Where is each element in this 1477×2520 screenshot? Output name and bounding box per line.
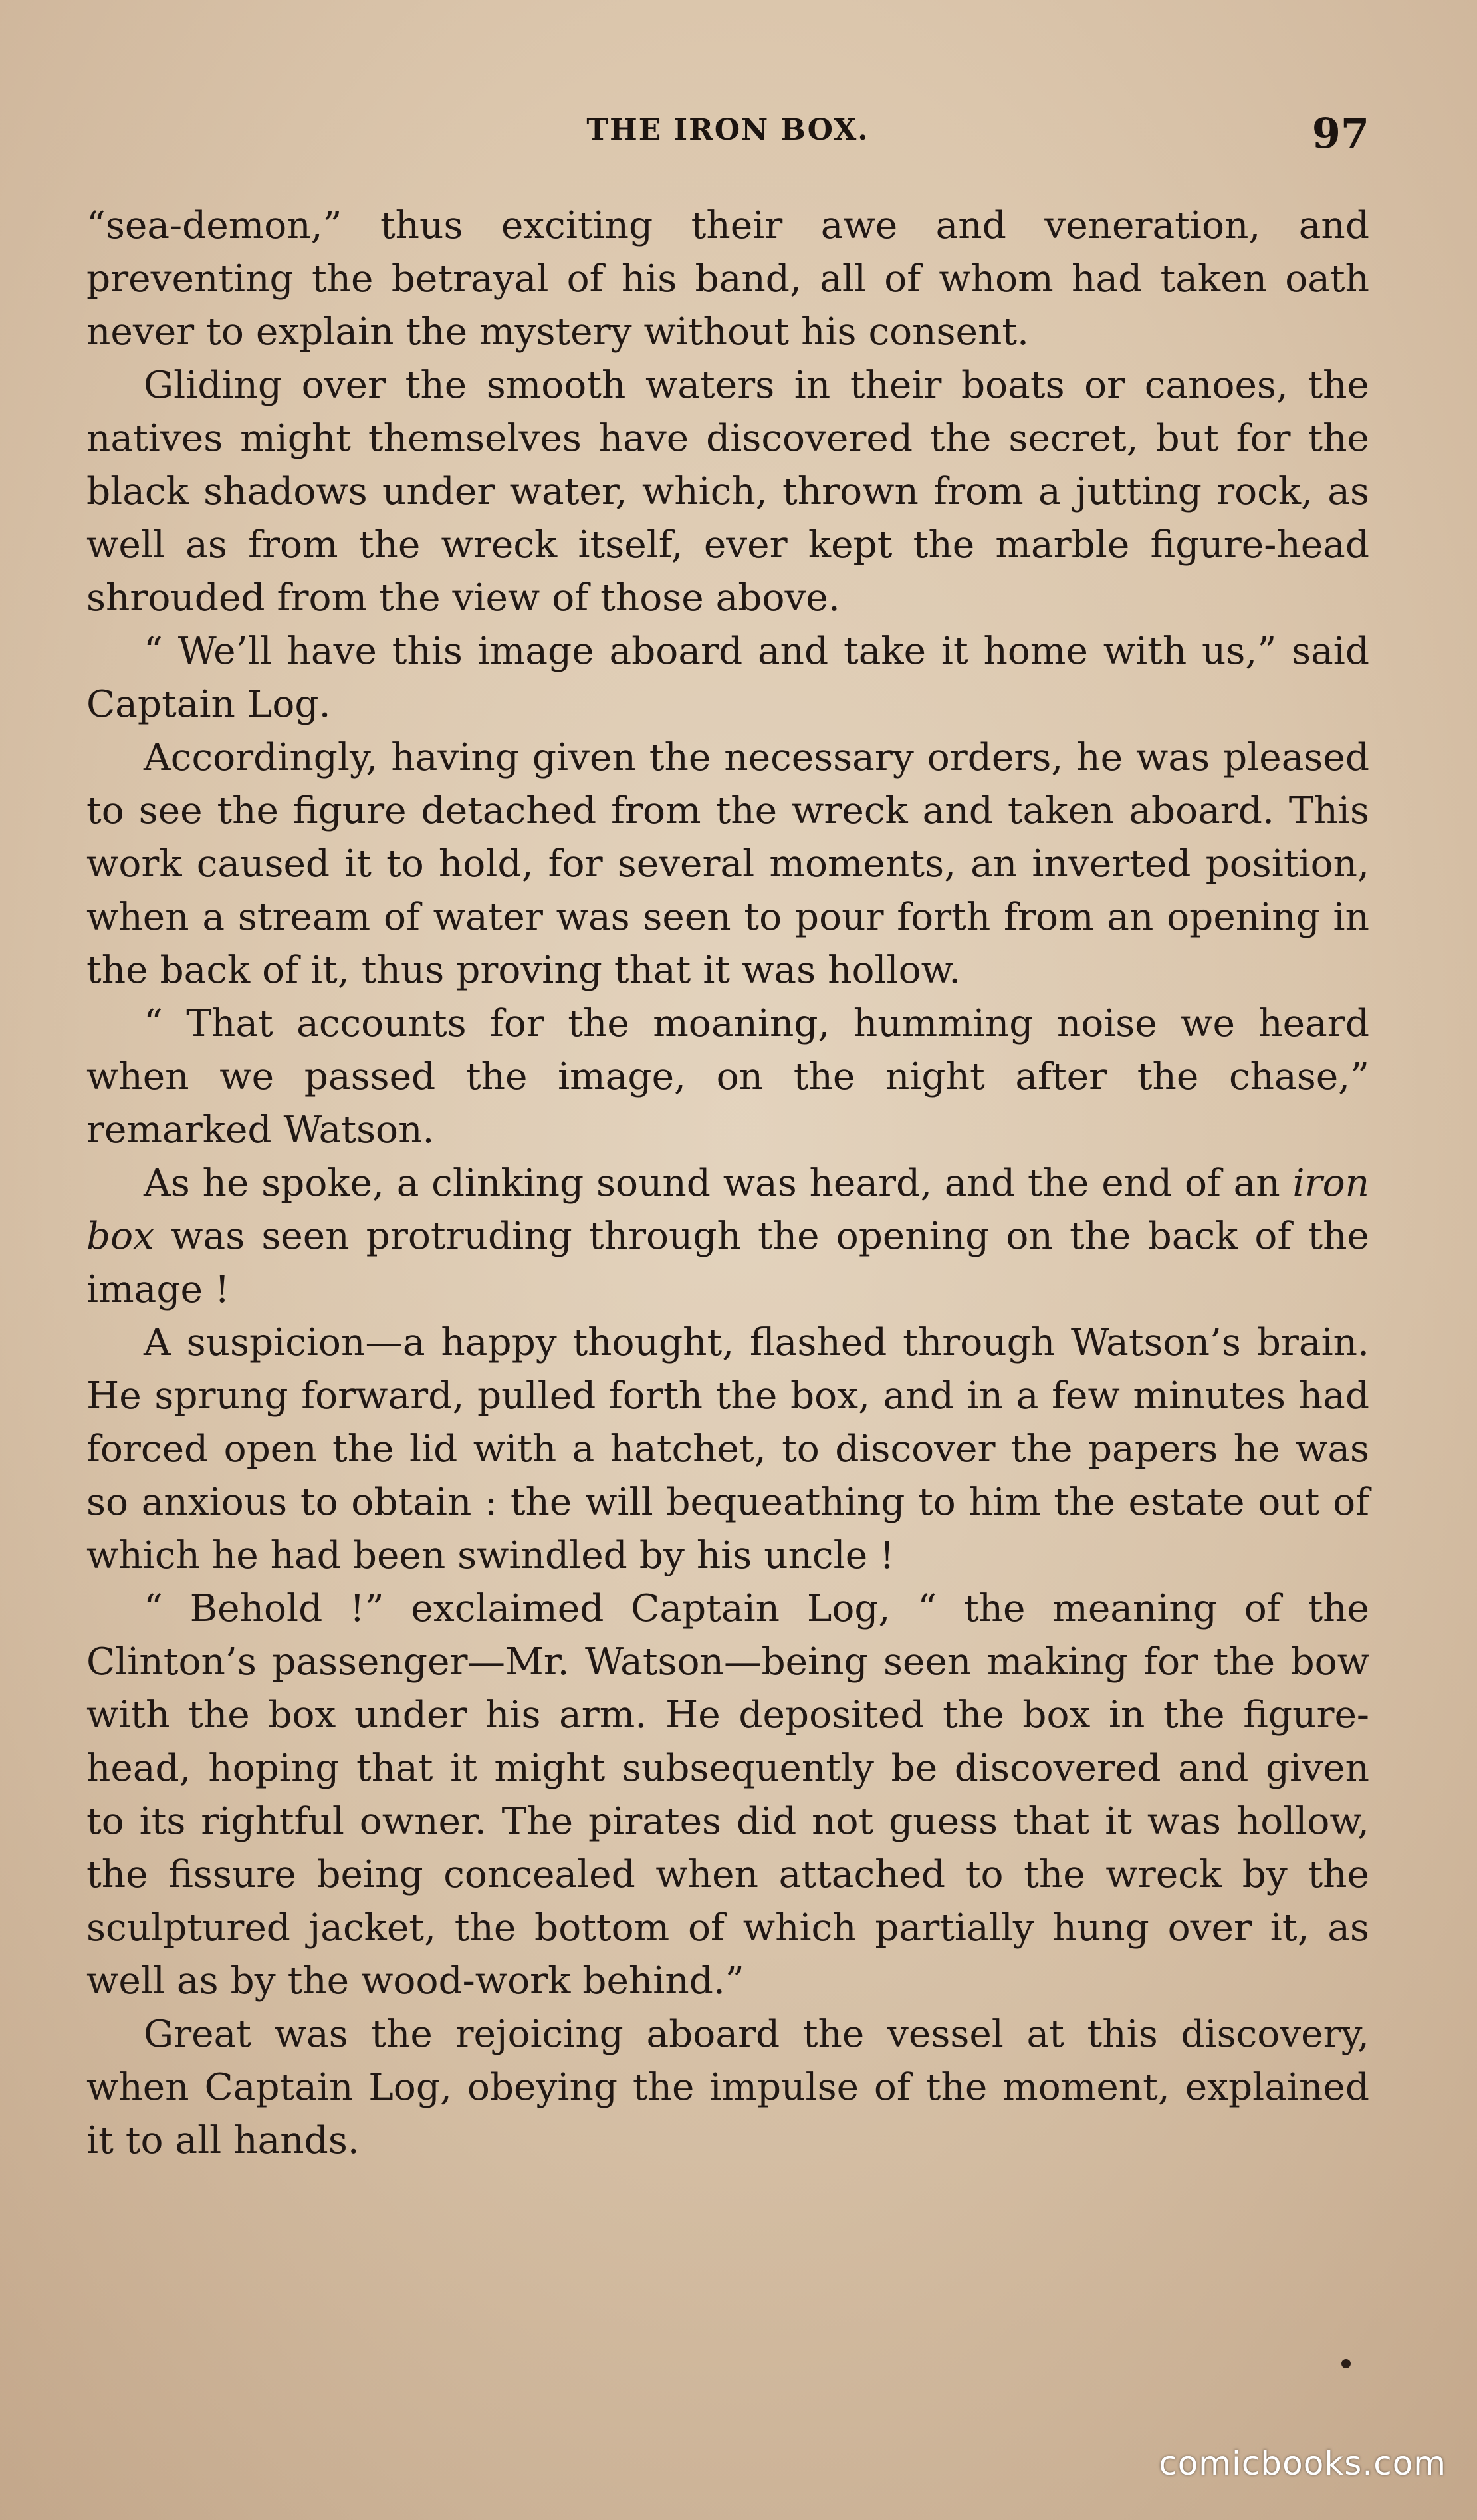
paragraph-text: As he spoke, a clinking sound was heard, and the end of an [144, 1162, 1293, 1205]
paragraph-text: Great was the rejoicing aboard the vessel at this discovery, when Captain Log, obeying the impulse of the moment, explained it to all hands. [86, 2013, 1369, 2162]
italic-phrase: iron box [86, 1162, 1369, 1258]
paragraph-text: Accordingly, having given the necessary orders, he was pleased to see the figure detached from the wreck and taken aboard. This work caused it to hold, for several moments, an inverted position, when a stream of water was seen to pour forth from an opening in the back of it, thus proving that it was hollow. [86, 736, 1369, 992]
paragraph-text: A suspicion—a happy thought, flashed through Watson’s brain. He sprung forward, pulled forth the box, and in a few minutes had forced open the lid with a hatchet, to discover the papers he was so anxious to obtain : the will bequeathing to him the estate out of which he had been swindled by his uncle ! [86, 1321, 1369, 1577]
body-text [86, 199, 1369, 2168]
paragraph [86, 1317, 1369, 1582]
running-title: THE IRON BOX. [586, 113, 869, 147]
watermark-text: comicbooks.com [1159, 2444, 1446, 2483]
paragraph [86, 1157, 1369, 1317]
paragraph-text: was seen protruding through the opening on the back of the image ! [86, 1215, 1369, 1311]
paragraph [86, 199, 1369, 359]
paragraph [86, 1582, 1369, 2008]
paragraph-text: “sea-demon,” thus exciting their awe and veneration, and preventing the betrayal of his band, all of whom had taken oath never to explain the mystery without his consent. [86, 204, 1369, 354]
page-number: 97 [1311, 109, 1369, 158]
paragraph [86, 625, 1369, 731]
paragraph-text: “ That accounts for the moaning, humming noise we heard when we passed the image, on the night after the chase,” remarked Watson. [86, 1002, 1369, 1152]
printer-mark-dot [1341, 2359, 1351, 2368]
paragraph-text: “ Behold !” exclaimed Captain Log, “ the meaning of the Clinton’s passenger—Mr. Watson—being seen making for the bow with the box under his arm. He deposited the box in the figure-head, hoping that it might subsequently be discovered and given to its rightful owner. The pirates did not guess that it was hollow, the fissure being concealed when attached to the wreck by the sculptured jacket, the bottom of which partially hung over it, as well as by the wood-work behind.” [86, 1587, 1369, 2003]
paragraph [86, 2008, 1369, 2168]
paragraph-text: Gliding over the smooth waters in their boats or canoes, the natives might themselves have discovered the secret, but for the black shadows under water, which, thrown from a jutting rock, as well as from the wreck itself, ever kept the marble figure-head shrouded from the view of those above. [86, 364, 1369, 620]
paragraph [86, 997, 1369, 1157]
paragraph-text: “ We’ll have this image aboard and take it home with us,” said Captain Log. [86, 630, 1369, 726]
paragraph [86, 359, 1369, 625]
page-header [86, 109, 1369, 173]
paragraph [86, 731, 1369, 997]
